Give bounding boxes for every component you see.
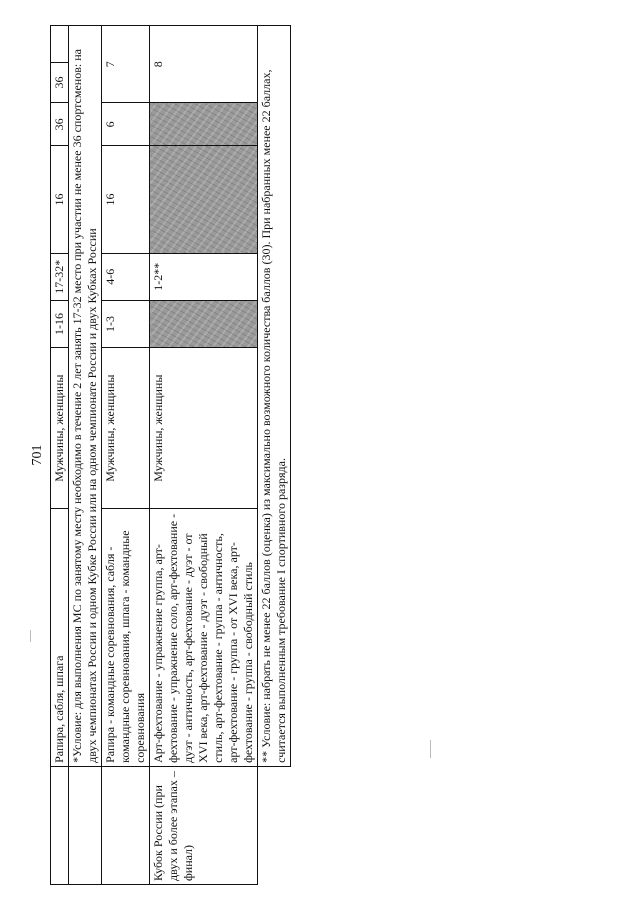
gender-cell: Мужчины, женщины [150, 348, 258, 509]
competition-cell: Кубок России (при двух и более этапах – финал) [150, 766, 258, 884]
page-number: 701 [30, 444, 45, 466]
rotated-table-page [30, 25, 350, 885]
discipline-cell: Рапира - командные соревнования, сабля - командные соревнования, шпага - командные соревнования [102, 509, 150, 767]
discipline-cell: Арт-фехтование - упражнение группа, арт-фехтование - упражнение соло, арт-фехтование - дуэт - античность, арт-фехтование - дуэт - от XVI века, арт-фехтование - дуэт - свободный стиль, арт-фехтование - группа - античность, арт-фехтование - группа - от XVI века, арт-фехтование - группа - свободный стиль [150, 509, 258, 767]
competition-cell-empty [69, 766, 102, 884]
shaded-cell [150, 103, 258, 146]
places-cell: 1-16 [51, 300, 69, 347]
places-cell: 1-2** [150, 253, 258, 300]
gender-cell: Мужчины, женщины [51, 348, 69, 509]
table-row [51, 26, 69, 885]
competition-cell-empty [51, 766, 69, 884]
shaded-cell [150, 300, 258, 347]
scan-mark [30, 630, 31, 642]
value-cell: 16 [51, 146, 69, 253]
value-cell: 8 [150, 26, 258, 103]
table-row [258, 26, 291, 885]
value-cell-empty [51, 26, 69, 63]
value-cell: 6 [102, 103, 150, 146]
note-text: ** Условие: набрать не менее 22 баллов (оценка) из максимально возможного количества баллов (30). При набранных менее 22 баллах, считается выполненным требование I спортивного разряда. [258, 26, 291, 767]
table-row [69, 26, 102, 885]
shaded-cell [150, 146, 258, 253]
places-cell: 17-32* [51, 253, 69, 300]
value-cell: 36 [51, 103, 69, 146]
scan-mark [430, 740, 431, 758]
competition-cell-empty [102, 766, 150, 884]
discipline-cell: Рапира, сабля, шпага [51, 509, 69, 767]
requirements-table [50, 25, 291, 885]
table-row [150, 26, 258, 885]
value-cell: 7 [102, 26, 150, 103]
value-cell: 16 [102, 146, 150, 253]
competition-cell-empty [258, 766, 291, 884]
note-text: *Условие: для выполнения МС по занятому месту необходимо в течение 2 лет занять 17-32 место при участии не менее 36 спортсменов: на двух чемпионатах России и одном Кубке России или на одном чемпионате России и двух Кубках России [69, 26, 102, 767]
value-cell: 36 [51, 62, 69, 103]
table-row [102, 26, 150, 885]
places-cell: 4-6 [102, 253, 150, 300]
gender-cell: Мужчины, женщины [102, 348, 150, 509]
places-cell: 1-3 [102, 300, 150, 347]
